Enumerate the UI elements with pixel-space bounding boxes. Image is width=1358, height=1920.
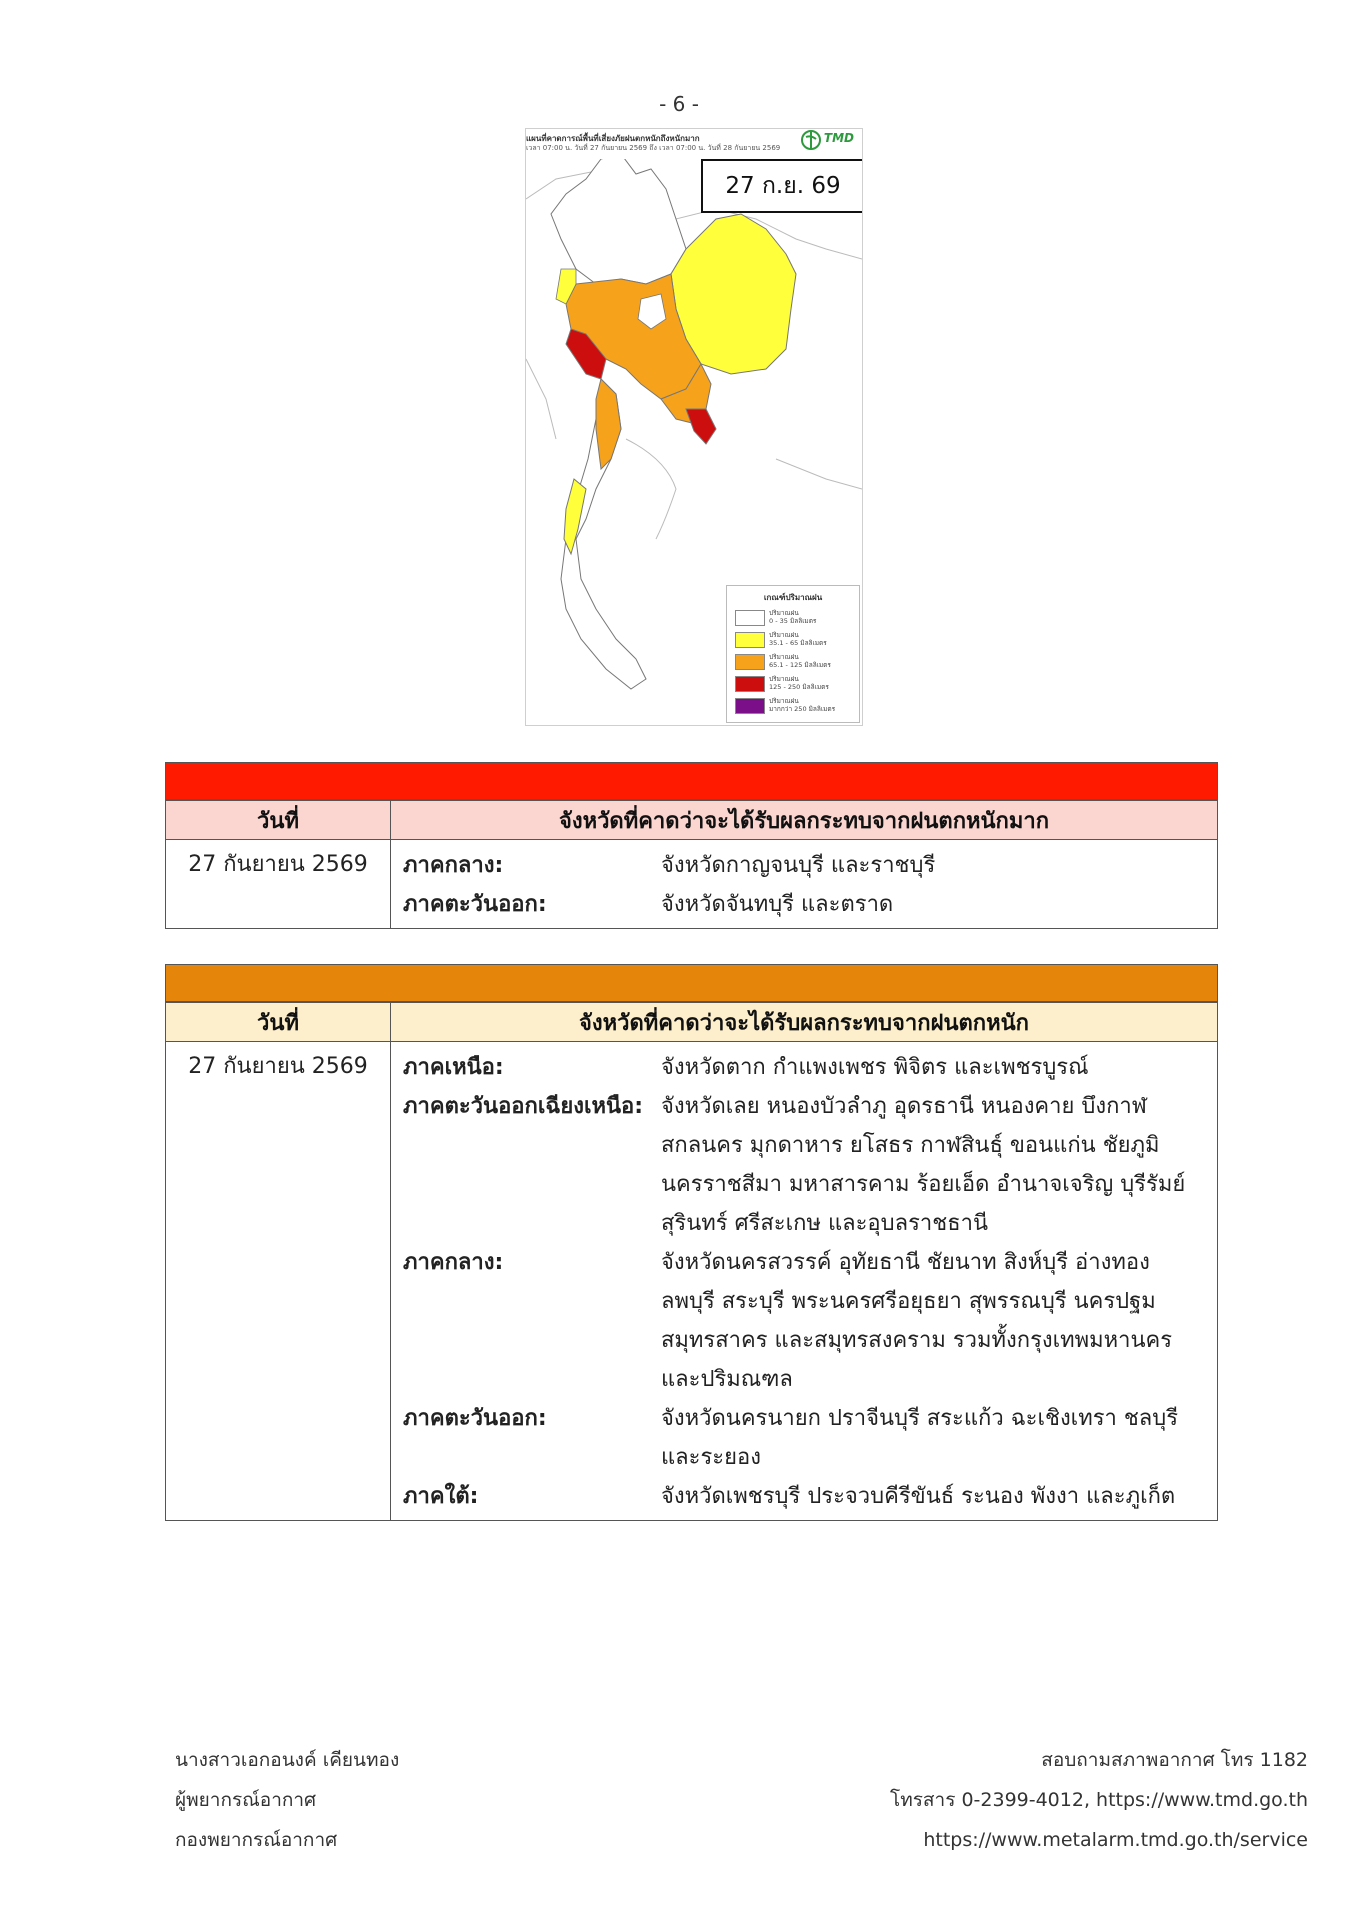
header-date: วันที่ bbox=[166, 1003, 391, 1042]
hotline-text: สอบถามสภาพอากาศ โทร 1182 bbox=[1041, 1749, 1308, 1771]
legend-swatch bbox=[735, 610, 765, 626]
province-list: จังหวัดเลย หนองบัวลำภู อุดรธานี หนองคาย บึงกาฬ สกลนคร มุกดาหาร ยโสธร กาฬสินธุ์ ขอนแก่น ชัยภูมิ นครราชสีมา มหาสารคาม ร้อยเอ็ด อำนาจเจริญ บุรีรัมย์ สุรินทร์ ศรีสะเกษ และอุบลราชธานี bbox=[661, 1094, 1186, 1236]
legend-swatch bbox=[735, 654, 765, 670]
legend-swatch bbox=[735, 632, 765, 648]
region-name: ภาคตะวันออกเฉียงเหนือ: bbox=[403, 1094, 644, 1119]
province-list: จังหวัดนครนายก ปราจีนบุรี สระแก้ว ฉะเชิงเทรา ชลบุรี และระยอง bbox=[661, 1406, 1179, 1470]
regions-cell bbox=[391, 840, 1218, 929]
legend-range: 65.1 - 125 มิลลิเมตร bbox=[769, 661, 831, 669]
regions-cell bbox=[391, 1042, 1218, 1521]
rain-risk-map bbox=[525, 128, 863, 726]
province-list: จังหวัดนครสวรรค์ อุทัยธานี ชัยนาท สิงห์บุรี อ่างทอง ลพบุรี สระบุรี พระนครศรีอยุธยา สุพรรณบุรี นครปฐม สมุทรสาคร และสมุทรสงคราม รวมทั้งกรุงเทพมหานครและปริมณฑล bbox=[661, 1250, 1173, 1392]
legend-range: 0 - 35 มิลลิเมตร bbox=[769, 617, 817, 625]
header-date: วันที่ bbox=[166, 801, 391, 840]
header-provinces: จังหวัดที่คาดว่าจะได้รับผลกระทบจากฝนตกหนักมาก bbox=[391, 801, 1218, 840]
legend-item bbox=[735, 674, 859, 692]
map-subtitle: เวลา 07:00 น. วันที่ 27 กันยายน 2569 ถึง เวลา 07:00 น. วันที่ 28 กันยายน 2569 bbox=[526, 144, 781, 152]
legend-item bbox=[735, 696, 859, 714]
table-row bbox=[166, 840, 1218, 929]
province-list: จังหวัดเพชรบุรี ประจวบคีรีขันธ์ ระนอง พังงา และภูเก็ต bbox=[661, 1484, 1176, 1509]
date-cell: 27 กันยายน 2569 bbox=[166, 1042, 391, 1521]
legend-item bbox=[735, 608, 859, 626]
rainfall-legend bbox=[726, 585, 860, 723]
table-header-row bbox=[166, 801, 1218, 840]
tmd-leaf-logo-icon bbox=[798, 128, 824, 153]
region-name: ภาคเหนือ: bbox=[403, 1055, 504, 1080]
region-line bbox=[391, 1243, 1217, 1399]
very-heavy-rain-table bbox=[165, 800, 1218, 929]
footer-contact bbox=[890, 1740, 1308, 1860]
legend-label: ปริมาณฝน bbox=[769, 631, 799, 639]
legend-label: ปริมาณฝน bbox=[769, 697, 799, 705]
legend-swatch bbox=[735, 698, 765, 714]
page-number: - 6 - bbox=[659, 92, 699, 116]
forecaster-title: ผู้พยากรณ์อากาศ bbox=[175, 1789, 317, 1811]
region-name: ภาคตะวันออก: bbox=[403, 1406, 547, 1431]
tmd-logo: TMD bbox=[823, 131, 854, 145]
header-provinces: จังหวัดที่คาดว่าจะได้รับผลกระทบจากฝนตกหนัก bbox=[391, 1003, 1218, 1042]
province-list: จังหวัดกาญจนบุรี และราชบุรี bbox=[661, 853, 936, 878]
footer-signature bbox=[175, 1740, 399, 1860]
legend-item bbox=[735, 630, 859, 648]
region-name: ภาคกลาง: bbox=[403, 853, 504, 878]
province-list: จังหวัดจันทบุรี และตราด bbox=[661, 892, 894, 917]
table-header-row bbox=[166, 1003, 1218, 1042]
map-date-label: 27 ก.ย. 69 bbox=[701, 159, 863, 213]
legend-label: ปริมาณฝน bbox=[769, 609, 799, 617]
legend-range: 125 - 250 มิลลิเมตร bbox=[769, 683, 829, 691]
legend-label: ปริมาณฝน bbox=[769, 675, 799, 683]
region-line bbox=[391, 1087, 1217, 1243]
region-name: ภาคตะวันออก: bbox=[403, 892, 547, 917]
legend-range: มากกว่า 250 มิลลิเมตร bbox=[769, 705, 836, 713]
forecaster-name: นางสาวเอกอนงค์ เคียนทอง bbox=[175, 1749, 400, 1771]
region-name: ภาคกลาง: bbox=[403, 1250, 504, 1275]
legend-range: 35.1 - 65 มิลลิเมตร bbox=[769, 639, 827, 647]
heavy-rain-table bbox=[165, 1002, 1218, 1521]
region-line bbox=[391, 1048, 1217, 1087]
province-list: จังหวัดตาก กำแพงเพชร พิจิตร และเพชรบูรณ์ bbox=[661, 1055, 1089, 1080]
legend-swatch bbox=[735, 676, 765, 692]
region-name: ภาคใต้: bbox=[403, 1484, 479, 1509]
forecaster-division: กองพยากรณ์อากาศ bbox=[175, 1829, 338, 1851]
map-header bbox=[526, 129, 862, 159]
legend-label: ปริมาณฝน bbox=[769, 653, 799, 661]
metalarm-link[interactable]: https://www.metalarm.tmd.go.th/service bbox=[923, 1829, 1308, 1851]
region-line bbox=[391, 1399, 1217, 1477]
region-line bbox=[391, 846, 1217, 885]
legend-title: เกณฑ์ปริมาณฝน bbox=[763, 593, 823, 602]
very-heavy-rain-bar bbox=[165, 762, 1218, 800]
legend-item bbox=[735, 652, 859, 670]
heavy-rain-bar bbox=[165, 964, 1218, 1002]
region-line bbox=[391, 885, 1217, 924]
map-title: แผนที่คาดการณ์พื้นที่เสี่ยงภัยฝนตกหนักถึงหนักมาก bbox=[526, 134, 700, 143]
table-row bbox=[166, 1042, 1218, 1521]
fax-website-text: โทรสาร 0-2399-4012, https://www.tmd.go.th bbox=[890, 1789, 1308, 1811]
region-line bbox=[391, 1477, 1217, 1516]
date-cell: 27 กันยายน 2569 bbox=[166, 840, 391, 929]
